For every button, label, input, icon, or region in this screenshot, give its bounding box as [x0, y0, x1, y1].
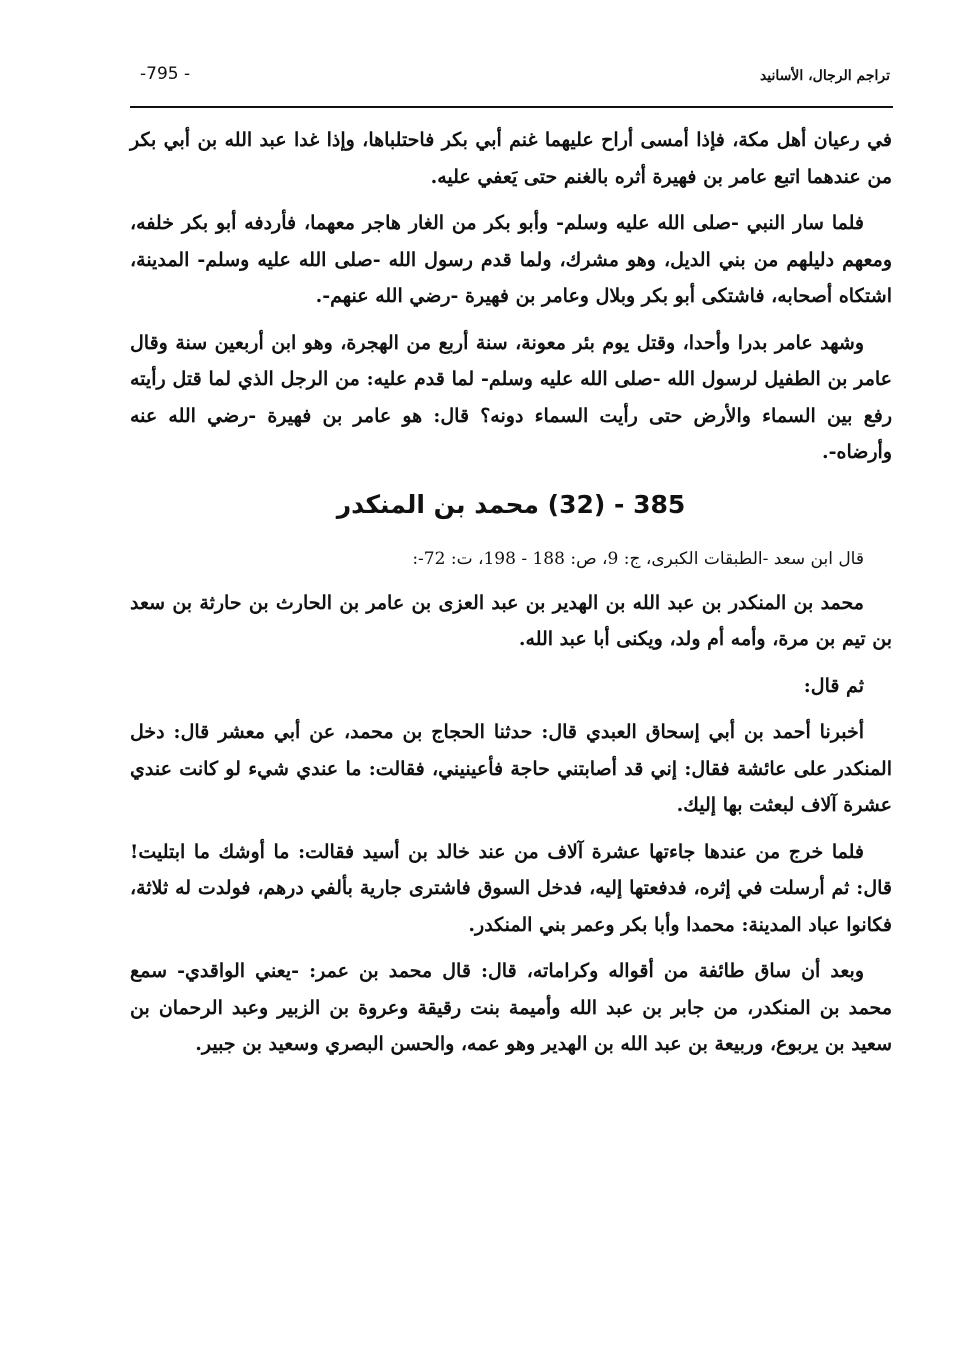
page-number: -795 -	[140, 64, 191, 84]
source-citation: قال ابن سعد -الطبقات الكبرى، ج: 9، ص: 188 - 198، ت: 72-:	[412, 548, 864, 569]
running-head: تراجم الرجال، الأسانيد	[759, 68, 890, 84]
entry-heading: 385 - (32) محمد بن المنكدر	[336, 489, 686, 519]
paragraph: محمد بن المنكدر بن عبد الله بن الهدير بن عبد العزى بن عامر بن الحارث بن حارثة بن سعد بن تيم بن مرة، وأمه أم ولد، ويكنى أبا عبد الله.	[130, 591, 892, 650]
paragraph: وبعد أن ساق طائفة من أقواله وكراماته، قال: قال محمد بن عمر: -يعني الواقدي- سمع محمد بن المنكدر، من جابر بن عبد الله وأميمة بنت رقيقة وعروة بن الزبير وعبد الرحمان بن سعيد بن يربوع، وربيعة بن عبد الله بن الهدير وهو عمه، والحسن البصري وسعيد بن جبير.	[130, 960, 892, 1055]
paragraph: في رعيان أهل مكة، فإذا أمسى أراح عليهما غنم أبي بكر فاحتلباها، وإذا غدا عبد الله بن أبي بكر من عندهما اتبع عامر بن فهيرة أثره بالغنم حتى يَعفي عليه.	[130, 129, 892, 188]
paragraph: فلما سار النبي -صلى الله عليه وسلم- وأبو بكر من الغار هاجر معهما، فأردفه أبو بكر خلفه، ومعهم دليلهم من بني الديل، وهو مشرك، ولما قدم رسول الله -صلى الله عليه وسلم- المدينة، اشتكاه أصحابه، فاشتكى أبو بكر وبلال وعامر بن فهيرة -رضي الله عنهم-.	[130, 212, 892, 307]
paragraph: وشهد عامر بدرا وأحدا، وقتل يوم بئر معونة، سنة أربع من الهجرة، وهو ابن أربعين سنة وقال عامر بن الطفيل لرسول الله -صلى الله عليه وسلم- لما قدم عليه: من الرجل الذي لما قتل رأيته رفع بين السماء والأرض حتى رأيت السماء دونه؟ قال: هو عامر بن فهيرة -رضي الله عنه وأرضاه-.	[130, 331, 892, 463]
paragraph: ثم قال:	[803, 674, 864, 697]
page-header	[130, 62, 890, 98]
header-rule	[130, 106, 893, 108]
paragraph: فلما خرج من عندها جاءتها عشرة آلاف من عند خالد بن أسيد فقالت: ما أوشك ما ابتليت! قال: ثم أرسلت في إثره، فدفعتها إليه، فدخل السوق فاشترى جارية بألفي درهم، فولدت له ثلاثة، فكانوا عباد المدينة: محمدا وأبا بكر وعمر بني المنكدر.	[130, 840, 892, 936]
paragraph: أخبرنا أحمد بن أبي إسحاق العبدي قال: حدثنا الحجاج بن محمد، عن أبي معشر قال: دخل المنكدر على عائشة فقال: إني قد أصابتني حاجة فأعينيني، فقالت: ما عندي شيء لو كانت عندي عشرة آلاف لبعثت بها إليك.	[130, 721, 892, 816]
page-body	[130, 122, 892, 1073]
